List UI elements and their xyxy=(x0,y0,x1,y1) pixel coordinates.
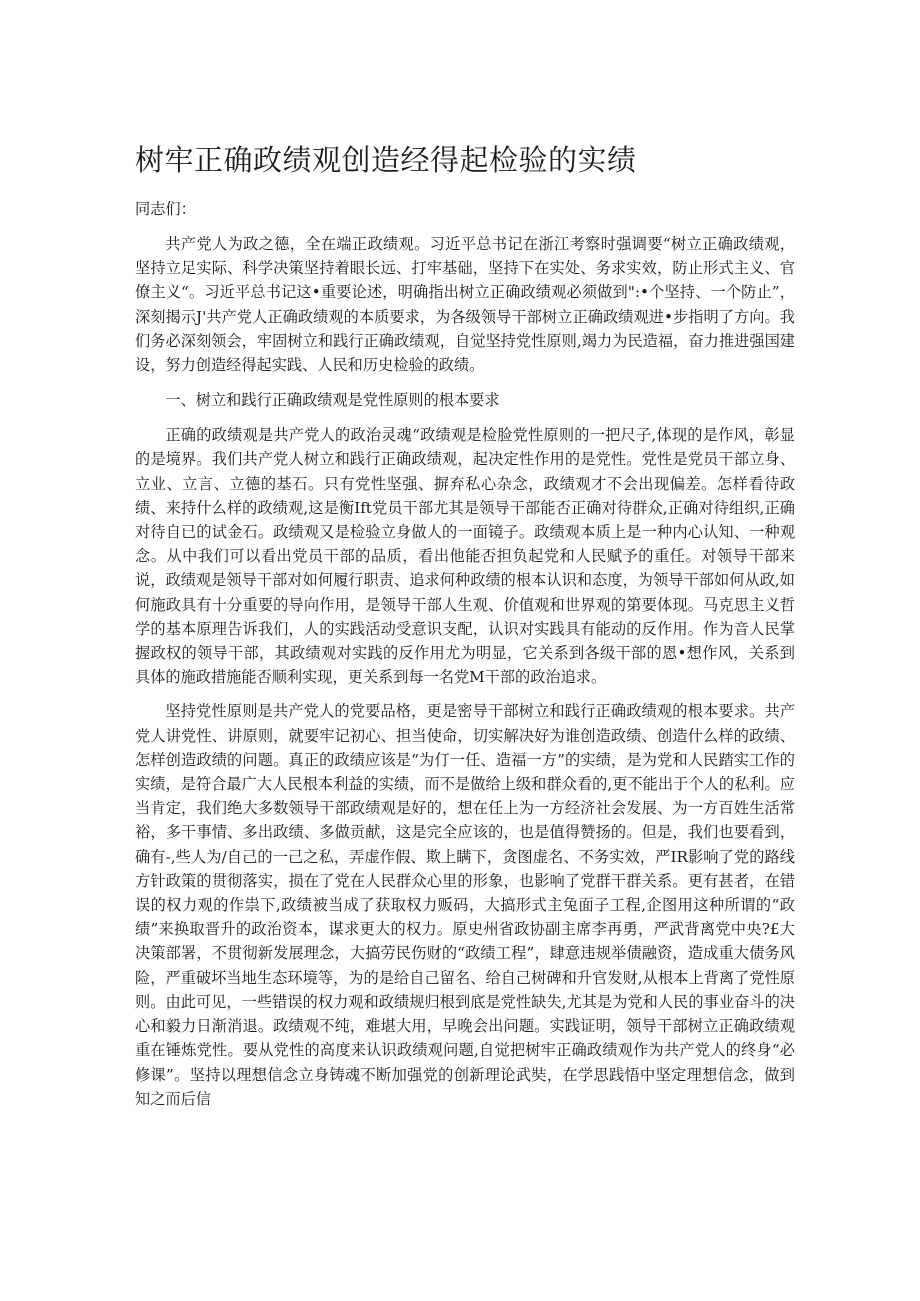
intro-paragraph: 共产党人为政之德，全在端正政绩观。习近平总书记在浙江考察时强调要“树立正确政绩观，坚持立足实际、科学决策坚持着眼长远、打牢基础，坚持下在实处、务求实效，防止形式主义、官僚主义“。习近平总书记这•重要论述，明确指出树立正确政绩观必须做到":•个坚持、一个防止”，深刻揭示J'共产党人正确政绩观的本质要求，为各级领导干部树立正确政绩观进•步指明了方向。我们务必深刻领会，牢固树立和践行正确政绩观，自觉坚持党性原则,竭力为民造福，奋力推进强国建设，努力创造经得起实践、人民和历史检验的政绩。 xyxy=(135,235,795,375)
salutation: 同志们： xyxy=(135,200,196,218)
document-title: 树牢正确政绩观创造经得起检验的实绩 xyxy=(135,143,637,177)
body-paragraph-2: 坚持党性原则是共产党人的党要品格，更是密导干部树立和践行正确政绩观的根本要求。共产党人讲党性、讲原则，就要牢记初心、担当使命，切实解决好为谁创造政绩、创造什么样的政绩、怎样创造政绩的问题。真正的政绩应该是“为仃一任、造福一方”的实绩，是为党和人民踏实工作的实绩，是符合最广大人民根本利益的实绩，而不是做给上级和群众看的,更不能出于个人的私利。应当肯定，我们绝大多数领导干部政绩观是好的，想在任上为一方经济社会发展、为一方百姓生活常裕，多干事情、多出政绩、多做贡献，这是完全应该的，也是值得赞扬的。但是，我们也要看到，确有-,些人为/自己的一己之私，弄虚作假、欺上瞒下，贪图虚名、不务实效，严IR影响了党的路线方针政策的贯彻落实，损在了党在人民群众心里的形象，也影响了党群干群关系。更有甚者，在错误的权力观的作祟下,政绩被当成了获取权力贩码，大搞形式主兔面子工程,企图用这种所谓的“政绩”来换取晋升的政治资本，谋求更大的权力。原史州省政协副主席李再勇，严武背离党中央?£大决策部署，不贯彻新发展理念，大搞劳民伤财的“政绩工程”，肆意违规举债融资，造成重大债务风险，严重破坏当地生态环境等，为的是给自己留名、给自己树碑和升官发财,从根本上背离了党性原则。由此可见，一些错误的权力观和政绩规归根到底是党性缺失,尤其是为党和人民的事业奋斗的决心和毅力日渐消退。政绩观不纯，难堪大用，早晚会出问题。实践证明，领导干部树立正确政绩观重在锤炼党性。要从党性的高度来认识政绩观问题,自觉把树牢正确政绩观作为共产党人的终身“必修课”。坚持以理想信念立身铸魂不断加强党的创新理论武奘，在学思践悟中坚定理想信念，做到知之而后信 xyxy=(135,702,795,1108)
body-paragraph-1: 正确的政绩观是共产党人的政治灵魂“政绩观是检脸党性原则的一把尺子,体现的是作风，彰显的是境界。我们共产党人树立和践行正确政绩观，起决定性作用的是党性。党性是党员干部立身、立业、立言、立德的基石。只有党性坚强、摒弃私心杂念，政绩观才不会出现偏差。怎样看待政绩、来持什么样的政绩观,这是衡Ift党员干部尤其是领导干部能否正确对待群众,正确对待组织,正确对待自已的试金石。政绩观又是检验立身做人的一面镜子。政绩观本质上是一种内心认知、一种观念。从中我们可以看出党员干部的品质，看出他能否担负起党和人民赋予的重任。对领导干部来说，政绩观是领导干部对如何履行职责、追求何种政绩的根本认识和态度，为领导干部如何从政,如何施政具有十分重要的导向作用，是领导干部人生观、价值观和世界观的第要体现。马克思主义哲学的基本原理告诉我们，人的实践活动受意识支配，认识对实践具有能动的反作用。作为音人民掌握政权的领导干部，其政绩观对实践的反作用尤为明显，它关系到各级干部的恩•想作风，关系到具体的施政措施能否顺利实现，更关系到每一名党M干部的政治追求。 xyxy=(135,426,795,687)
section-heading-1: 一、树立和践行正确政绩观是党性原则的根本要求 xyxy=(165,391,500,410)
document-page xyxy=(135,138,795,1121)
